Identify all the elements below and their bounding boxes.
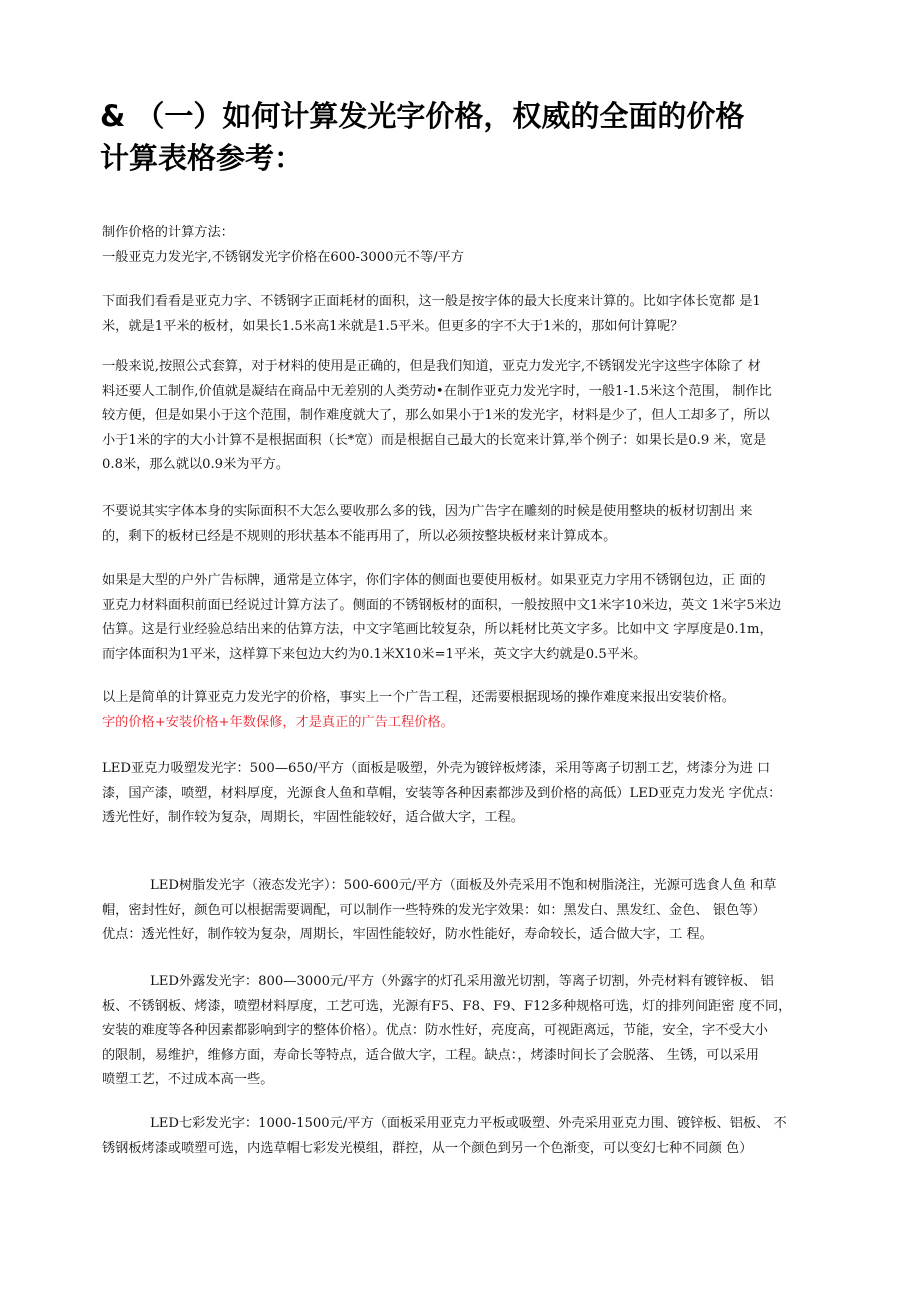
- text-line: 以上是简单的计算亚克力发光字的价格，事实上一个广告工程，还需要根据现场的操作难度来报出安装价格。: [102, 690, 735, 705]
- text-line: LED树脂发光字（液态发光字）：500-600元/平方（面板及外壳采用不饱和树脂浇注，光源可选食人鱼 和草: [150, 878, 777, 893]
- title-line: & （一）如何计算发光字价格，权威的全面的价格: [100, 99, 745, 133]
- text-line: 制作价格的计算方法：: [102, 225, 234, 240]
- text-line: 亚克力材料面积前面已经说过计算方法了。侧面的不锈钢板材的面积，一般按照中文1米字10米边，英文 1米字5米边: [102, 597, 782, 613]
- highlight-text: 字的价格+安装价格+年数保修，才是真正的广告工程价格。: [102, 714, 454, 730]
- paragraph-outdoor: [102, 569, 781, 667]
- text-line: 安装的难度等各种因素都影响到字的整体价格）。优点：防水性好，亮度高，可视距离远，节能，安全，字不受大小: [102, 1023, 768, 1039]
- paragraph-summary: [102, 686, 735, 735]
- paragraph-led-exposed: [102, 970, 791, 1093]
- text-line: 下面我们看看是亚克力字、不锈钢字正面耗材的面积，这一般是按字体的最大长度来计算的。比如字体长宽都 是1: [102, 294, 761, 309]
- text-line: LED外露发光字：800—3000元/平方（外露字的灯孔采用激光切割，等离子切割，外壳材料有镀锌板、 铝: [150, 974, 774, 989]
- text-line: 帽，密封性好，颜色可以根据需要调配，可以制作一些特殊的发光字效果：如：黑发白、黑发红、金色、 银色等）: [102, 902, 766, 918]
- text-line: 小于1米的字的大小计算不是根据面积（长*宽）而是根据自己最大的长宽来计算,举个例子：如果长是0.9 米，宽是: [102, 432, 767, 448]
- text-line: 估算。这是行业经验总结出来的估算方法，中文字笔画比较复杂，所以耗材比英文字多。比如中文 字厚度是0.1m，: [102, 622, 773, 638]
- paragraph-led-resin: [102, 874, 776, 948]
- text-line: 的，剩下的板材已经是不规则的形状基本不能再用了，所以必须按整块板材来计算成本。: [102, 528, 617, 544]
- text-line: LED亚克力吸塑发光字：500—650/平方（面板是吸塑，外壳为镀锌板烤漆，采用等离子切割工艺，烤漆分为进 口: [102, 761, 771, 776]
- paragraph-method: [102, 221, 464, 270]
- title-line: 计算表格参考：: [100, 141, 304, 175]
- text-line: 一般来说,按照公式套算，对于材料的使用是正确的，但是我们知道，亚克力发光字,不锈钢发光字这些字体除了 材: [102, 359, 761, 374]
- document-title: [100, 95, 744, 179]
- paragraph-whole-board: [102, 500, 752, 549]
- text-line: 较方便，但是如果小于这个范围，制作难度就大了，那么如果小于1米的发光字，材料是少了，但人工却多了，所以: [102, 408, 770, 424]
- text-line: 而字体面积为1平米，这样算下来包边大约为0.1米X10米=1平米，英文字大约就是0.5平米。: [102, 646, 647, 662]
- text-line: 一般亚克力发光字,不锈钢发光字价格在600-3000元不等/平方: [102, 249, 464, 265]
- text-line: 漆，国产漆，喷塑，材料厚度，光源食人鱼和草帽，安装等各种因素都涉及到价格的高低）LED亚克力发光 字优点：: [102, 785, 782, 801]
- paragraph-small-size: [102, 355, 772, 478]
- paragraph-area: [102, 290, 761, 339]
- text-line: 的限制，易维护，维修方面，寿命长等特点，适合做大字，工程。缺点：，烤漆时间长了会脱落、 生锈，可以采用: [102, 1047, 759, 1063]
- text-line: LED七彩发光字：1000-1500元/平方（面板采用亚克力平板或吸塑、外壳采用亚克力围、镀锌板、铝板、 不: [150, 1116, 787, 1131]
- text-line: 透光性好，制作较为复杂，周期长，牢固性能较好，适合做大字，工程。: [102, 810, 524, 826]
- text-line: 米，就是1平米的板材，如果长1.5米高1米就是1.5平米。但更多的字不大于1米的，那如何计算呢？: [102, 318, 684, 334]
- text-line: 优点：透光性好，制作较为复杂，周期长，牢固性能较好，防水性能好，寿命较长，适合做大字，工 程。: [102, 927, 713, 943]
- text-line: 料还要人工制作,价值就是凝结在商品中无差别的人类劳动•在制作亚克力发光字时，一般1-1.5米这个范围， 制作比: [102, 383, 772, 399]
- paragraph-led-acrylic: [102, 757, 781, 831]
- text-line: 喷塑工艺，不过成本高一些。: [102, 1072, 274, 1088]
- paragraph-led-colorful: [102, 1112, 787, 1161]
- text-line: 板、不锈钢板、烤漆，喷塑材料厚度，工艺可选，光源有F5、F8、F9、F12多种规格可选，灯的排列间距密 度不同，: [102, 998, 792, 1014]
- text-line: 0.8米，那么就以0.9米为平方。: [102, 457, 290, 473]
- text-line: 不要说其实字体本身的实际面积不大怎么要收那么多的钱，因为广告字在雕刻的时候是使用整块的板材切割出 来: [102, 504, 753, 519]
- text-line: 锈钢板烤漆或喷塑可选，内选草帽七彩发光模组，群控，从一个颜色到另一个色渐变，可以变幻七种不同颜 色）: [102, 1140, 753, 1156]
- text-line: 如果是大型的户外广告标牌，通常是立体字，你们字体的侧面也要使用板材。如果亚克力字用不锈钢包边，正 面的: [102, 573, 766, 588]
